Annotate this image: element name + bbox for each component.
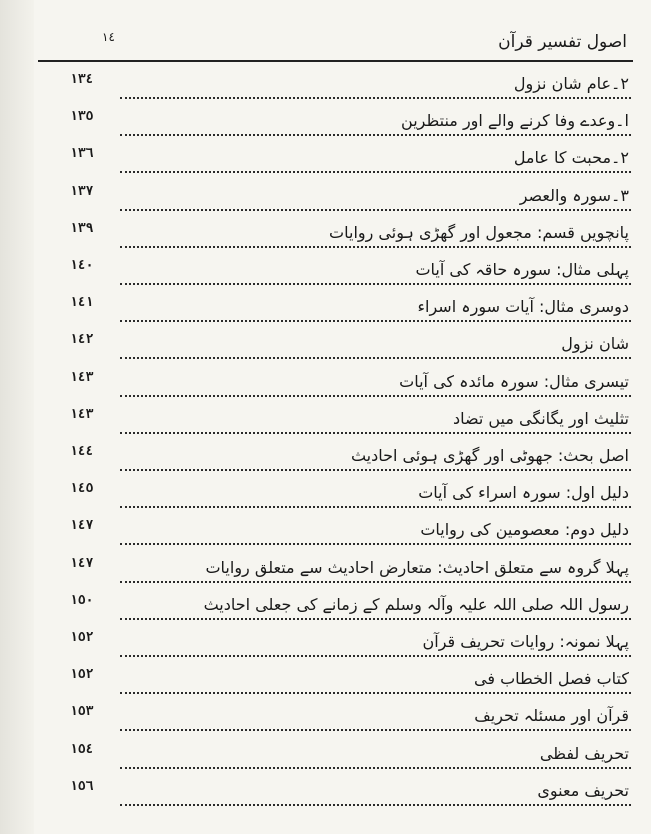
toc-entry-title: پہلا نمونہ: روایات تحریف قرآن	[422, 632, 629, 651]
leader-dots	[120, 209, 631, 211]
toc-page-number: ١٥٠	[70, 592, 94, 608]
toc-page-number: ١٤٥	[70, 481, 94, 497]
leader-dots	[120, 246, 631, 248]
toc-entry-title: قرآن اور مسئلہ تحریف	[474, 706, 629, 726]
leader-dots	[120, 320, 631, 322]
toc-entry-title: کتاب فصل الخطاب فی	[474, 669, 629, 689]
toc-entry	[40, 550, 631, 590]
toc-page-number: ١٣٩	[70, 220, 94, 236]
toc-entry-title: دوسری مثال: آیات سورہ اسراء	[417, 297, 629, 317]
toc-page-number: ١٣٧	[70, 183, 94, 199]
toc-entry-title: ا۔وعدے وفا کرنے والے اور منتظرین	[401, 111, 629, 131]
page-number: ١٤	[102, 30, 115, 44]
leader-dots	[120, 357, 631, 359]
toc-entry	[40, 401, 631, 441]
toc-entry-title: پانچویں قسم: مجعول اور گھڑی ہوئی روایات	[329, 222, 629, 242]
toc-entry-title: ٢۔محبت کا عامل	[513, 148, 629, 168]
toc-page-number: ١٤٣	[70, 369, 94, 385]
leader-dots	[120, 729, 631, 731]
toc-page-number: ١٥٢	[70, 667, 94, 683]
toc-entry	[40, 326, 631, 366]
leader-dots	[120, 581, 631, 583]
toc-page-number: ١٤٧	[70, 518, 94, 534]
toc-page-number: ١٤٧	[70, 555, 94, 571]
toc-page-number: ١٥٢	[70, 630, 94, 645]
toc-page-number: ١٤٤	[70, 444, 94, 459]
leader-dots	[120, 767, 631, 769]
leader-dots	[120, 283, 631, 285]
leader-dots	[120, 543, 631, 545]
leader-dots	[120, 469, 631, 471]
leader-dots	[120, 506, 631, 508]
toc-page-number: ١٤٠	[70, 258, 94, 273]
toc-page-number: ١٣٥	[70, 109, 94, 125]
toc-entry	[40, 624, 631, 664]
toc-entry-title: اصل بحث: جھوٹی اور گھڑی ہوئی احادیث	[350, 446, 629, 465]
leader-dots	[120, 432, 631, 434]
toc-entry	[40, 252, 631, 292]
leader-dots	[120, 804, 631, 806]
toc-entry	[40, 289, 631, 329]
leader-dots	[120, 692, 631, 694]
toc-entry-title: ٢۔عام شان نزول	[513, 74, 629, 93]
toc-entry-title: تحریف معنوی	[537, 780, 629, 800]
toc-page-number: ١٤٢	[70, 332, 94, 348]
toc-entry-title: شان نزول	[561, 334, 629, 354]
leader-dots	[120, 134, 631, 136]
toc-page-number: ١٥٦	[70, 778, 94, 794]
toc-entry-title: تحریف لفظی	[539, 743, 629, 763]
toc-entry-title: دلیل دوم: معصومین کی روایات	[420, 520, 629, 540]
toc-entry-title: پہلا گروہ سے متعلق احادیث: متعارض احادیث سے متعلق روایات	[205, 557, 629, 577]
toc-entry	[40, 587, 631, 627]
book-title: اصول تفسیر قرآن	[498, 32, 627, 52]
toc-page-number: ١٣٦	[70, 146, 94, 162]
toc-entry	[40, 364, 631, 404]
leader-dots	[120, 395, 631, 397]
toc-entry	[40, 512, 631, 552]
toc-entry-title: ٣۔سورہ والعصر	[519, 185, 629, 205]
toc-page-number: ١٥٣	[70, 704, 94, 720]
toc-entry-title: پہلی مثال: سورہ حاقہ کی آیات	[415, 260, 629, 279]
toc-entry	[40, 215, 631, 255]
toc-entry	[40, 178, 631, 218]
toc-entry	[40, 698, 631, 738]
toc-entry	[40, 773, 631, 813]
toc-entry	[40, 140, 631, 180]
toc-entry-title: دلیل اول: سورہ اسراء کی آیات	[418, 483, 629, 503]
toc-entry	[40, 736, 631, 776]
toc-page-number: ١٤١	[70, 295, 94, 311]
toc-page-number: ١٥٤	[70, 741, 94, 757]
leader-dots	[120, 97, 631, 99]
toc-page-number: ١٤٣	[70, 406, 94, 422]
leader-dots	[120, 618, 631, 620]
leader-dots	[120, 171, 631, 173]
toc-entry	[40, 103, 631, 143]
toc-entry	[40, 475, 631, 515]
toc-entry	[40, 661, 631, 701]
leader-dots	[120, 655, 631, 657]
toc-entry	[40, 66, 631, 106]
toc-entry-title: تیسری مثال: سورہ مائدہ کی آیات	[399, 371, 629, 391]
toc-entry-title: تثلیث اور یگانگی میں تضاد	[452, 408, 629, 428]
toc-entry-title: رسول اللہ صلی اللہ علیہ وآلہ وسلم کے زمانے کی جعلی احادیث	[203, 594, 629, 614]
toc-entry	[40, 438, 631, 478]
toc-page-number: ١٣٤	[70, 72, 94, 87]
